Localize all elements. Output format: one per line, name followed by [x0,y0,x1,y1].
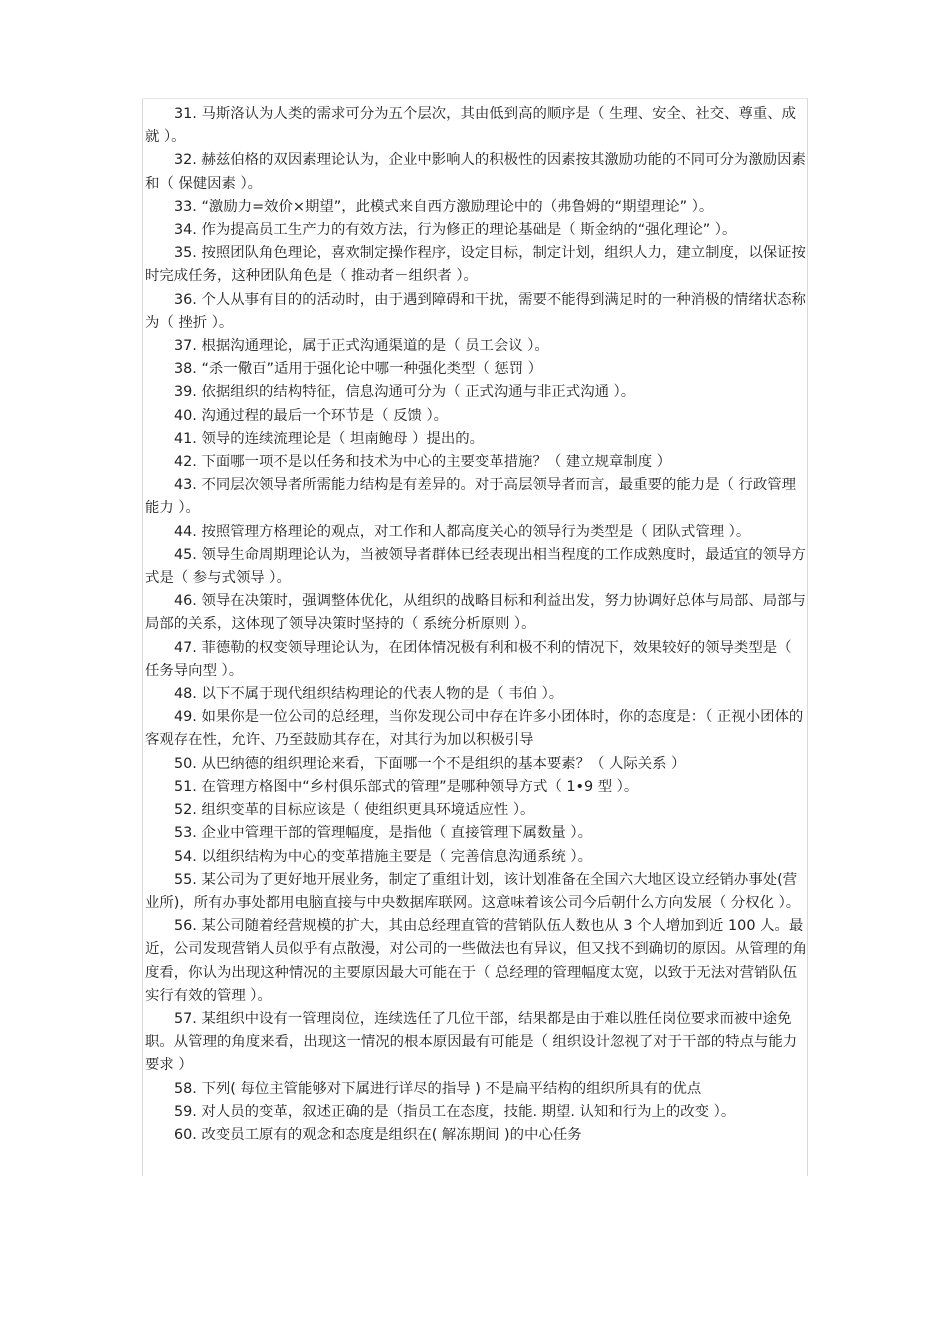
question-number: 55. [174,871,197,888]
question-number: 42. [174,454,197,471]
question-number: 44. [174,523,197,540]
question-text: 领导在决策时，强调整体优化，从组织的战略目标和利益出发，努力协调好总体与局部、局部与局部的关系，这体现了领导决策时坚持的（ 系统分析原则 ）。 [145,593,806,633]
question-text: 在管理方格图中“乡村俱乐部式的管理”是哪种领导方式（ 1•9 型 ）。 [201,778,639,795]
question-item [145,869,809,915]
question-item [145,196,809,219]
question-item [145,289,809,335]
question-item [145,544,809,590]
question-text: 某公司为了更好地开展业务，制定了重组计划，该计划准备在全国六大地区设立经销办事处(营业所)，所有办事处都用电脑直接与中央数据库联网。这意味着该公司今后朝什么方向发展（ 分权化 ）。 [145,871,801,911]
question-number: 52. [174,802,197,819]
question-text: 作为提高员工生产力的有效方法，行为修正的理论基础是（ 斯金纳的“强化理论” ）。 [201,222,737,239]
question-item [145,335,809,358]
question-text: 根据沟通理论，属于正式沟通渠道的是（ 员工会议 ）。 [201,338,549,355]
question-text: 领导的连续流理论是（ 坦南鲍母 ）提出的。 [201,430,485,447]
question-item [145,1124,809,1147]
question-text: 下列( 每位主管能够对下属进行详尽的指导 ) 不是扁平结构的组织所具有的优点 [201,1080,702,1097]
question-number: 47. [174,639,197,656]
question-number: 38. [174,361,197,378]
question-text: 下面哪一项不是以任务和技术为中心的主要变革措施？（ 建立规章制度 ） [201,454,672,471]
question-item [145,1078,809,1101]
question-item [145,358,809,381]
question-number: 39. [174,384,197,401]
question-text: 从巴纳德的组织理论来看，下面哪一个不是组织的基本要素？（ 人际关系 ） [201,755,686,772]
question-number: 43. [174,477,197,494]
question-item [145,149,809,195]
question-item [145,103,809,149]
question-number: 33. [174,198,197,215]
question-text: 改变员工原有的观念和态度是组织在( 解冻期间 )的中心任务 [201,1126,582,1143]
question-number: 49. [174,709,197,726]
question-text: 以组织结构为中心的变革措施主要是（ 完善信息沟通系统 ）。 [201,848,592,865]
question-number: 46. [174,593,197,610]
question-number: 59. [174,1103,197,1120]
question-text: 以下不属于现代组织结构理论的代表人物的是（ 韦伯 ）。 [201,686,564,703]
question-item [145,776,809,799]
question-item [145,428,809,451]
question-item [145,1008,809,1078]
question-text: 不同层次领导者所需能力结构是有差异的。对于高层领导者而言，最重要的能力是（ 行政管理能力 ）。 [145,477,797,517]
question-list [145,103,809,1147]
question-text: 某公司随着经营规模的扩大，其由总经理直管的营销队伍人数也从 3 个人增加到近 100 人。最近，公司发现营销人员似乎有点散漫，对公司的一些做法也有异议，但又找不到确切的原因。从管理的角度看，你认为出现这种情况的主要原因最大可能在于（ 总经理的管理幅度太宽，以致于无法对营销队伍实行有效的管理 ）。 [145,918,807,1004]
question-text: 组织变革的目标应该是（ 使组织更具环境适应性 ）。 [201,802,535,819]
question-text: 某组织中设有一管理岗位，连续选任了几位干部，结果都是由于难以胜任岗位要求而被中途免职。从管理的角度来看，出现这一情况的根本原因最有可能是（ 组织设计忽视了对于干部的特点与能力要求 ） [145,1010,798,1074]
question-number: 51. [174,778,197,795]
question-number: 31. [174,106,197,122]
question-text: 按照团队角色理论，喜欢制定操作程序，设定目标，制定计划，组织人力，建立制度，以保证按时完成任务，这种团队角色是（ 推动者－组织者 ）。 [145,245,806,285]
question-item [145,1101,809,1124]
question-number: 48. [174,686,197,703]
question-item [145,637,809,683]
question-text: 赫兹伯格的双因素理论认为，企业中影响人的积极性的因素按其激励功能的不同可分为激励因素和（ 保健因素 ）。 [145,152,806,192]
question-item [145,381,809,404]
question-item [145,799,809,822]
question-item [145,706,809,752]
question-text: 如果你是一位公司的总经理，当你发现公司中存在许多小团体时，你的态度是：（ 正视小团体的客观存在性，允许、乃至鼓励其存在，对其行为加以积极引导 [145,709,804,749]
question-text: 个人从事有目的的活动时，由于遇到障碍和干扰，需要不能得到满足时的一种消极的情绪状态称为（ 挫折 ）。 [145,291,806,331]
question-number: 57. [174,1010,197,1027]
question-text: “激励力=效价×期望”，此模式来自西方激励理论中的（弗鲁姆的“期望理论” ）。 [201,198,714,215]
question-number: 50. [174,755,197,772]
question-number: 37. [174,338,197,355]
question-number: 32. [174,152,197,169]
question-number: 34. [174,222,197,239]
question-text: 依据组织的结构特征，信息沟通可分为（ 正式沟通与非正式沟通 ）。 [201,384,636,401]
question-item [145,219,809,242]
question-item [145,822,809,845]
question-text: 按照管理方格理论的观点，对工作和人都高度关心的领导行为类型是（ 团队式管理 ）。 [201,523,751,540]
question-text: 沟通过程的最后一个环节是（ 反馈 ）。 [201,407,449,424]
question-text: 马斯洛认为人类的需求可分为五个层次，其由低到高的顺序是（ 生理、安全、社交、尊重、成就 ）。 [145,106,797,146]
question-text: 对人员的变革，叙述正确的是（指员工在态度，技能. 期望. 认知和行为上的改变 ）。 [201,1103,736,1120]
question-item [145,521,809,544]
question-item [145,590,809,636]
question-item [145,451,809,474]
question-number: 53. [174,825,197,842]
question-text: 菲德勒的权变领导理论认为，在团体情况极有利和极不利的情况下，效果较好的领导类型是（ 任务导向型 ）。 [145,639,797,679]
question-item [145,242,809,288]
question-item [145,915,809,1008]
question-text: “杀一儆百”适用于强化论中哪一种强化类型（ 惩罚 ） [201,361,543,378]
question-item [145,846,809,869]
question-number: 41. [174,430,197,447]
question-number: 45. [174,546,197,563]
question-item [145,753,809,776]
question-number: 60. [174,1126,197,1143]
question-number: 58. [174,1080,197,1097]
question-text: 领导生命周期理论认为，当被领导者群体已经表现出相当程度的工作成熟度时，最适宜的领导方式是（ 参与式领导 ）。 [145,546,806,587]
question-item [145,474,809,520]
question-text: 企业中管理干部的管理幅度，是指他（ 直接管理下属数量 ）。 [201,825,592,842]
question-item [145,683,809,706]
question-number: 56. [174,918,197,935]
question-number: 35. [174,245,197,262]
question-number: 36. [174,291,197,308]
question-number: 40. [174,407,197,424]
question-number: 54. [174,848,197,865]
question-item [145,405,809,428]
